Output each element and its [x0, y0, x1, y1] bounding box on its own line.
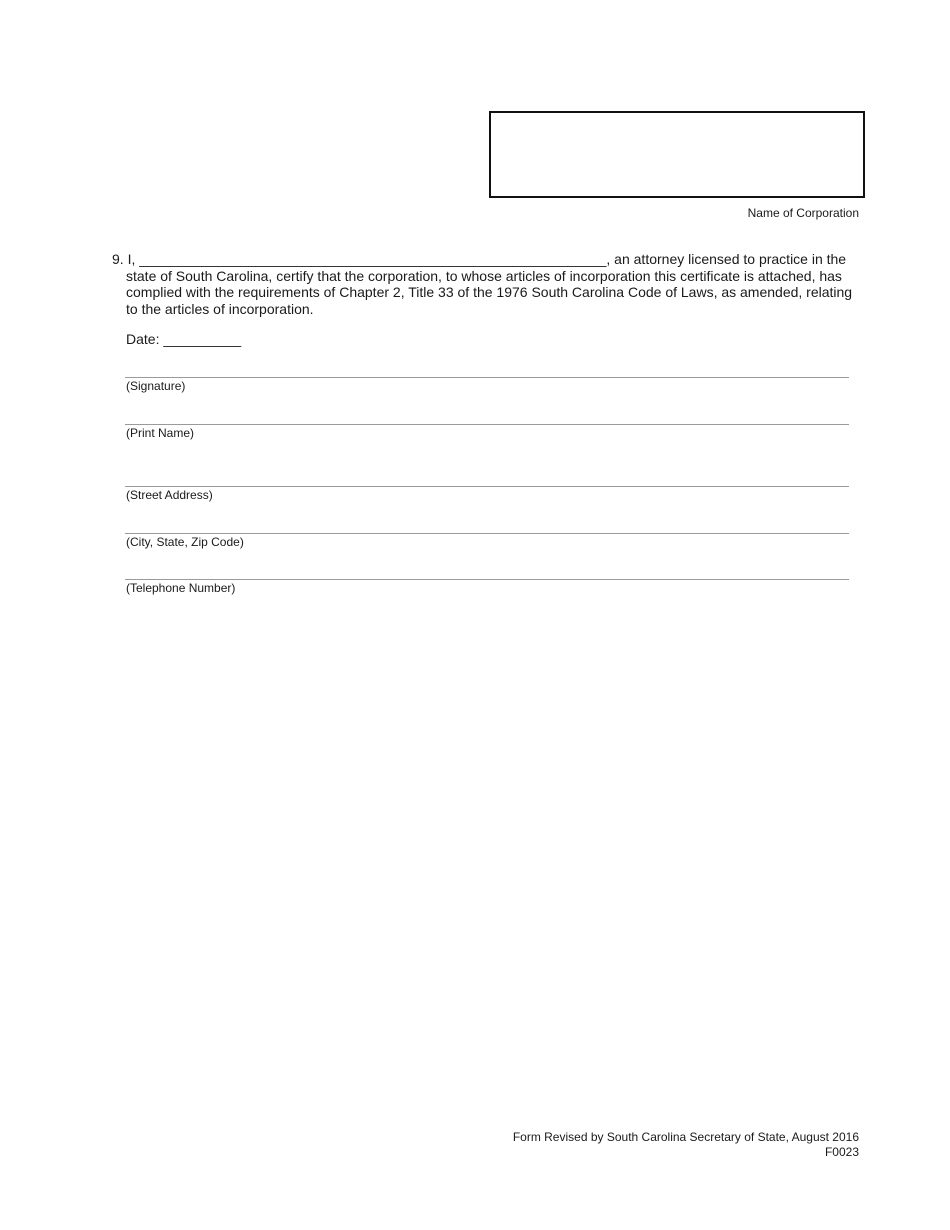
form-revised-note: Form Revised by South Carolina Secretary of State, August 2016	[512, 1130, 859, 1144]
street-address-line[interactable]	[125, 486, 849, 487]
date-field[interactable]: Date: __________	[126, 331, 242, 347]
certification-first-line: 9. I, ____________________________________________________________, an attorney licensed to practice in the	[112, 251, 847, 267]
form-number: F0023	[824, 1145, 859, 1159]
signature-label: (Signature)	[126, 379, 186, 393]
print-name-line[interactable]	[125, 424, 849, 425]
certification-paragraph	[112, 251, 857, 317]
street-address-label: (Street Address)	[126, 488, 213, 502]
telephone-line[interactable]	[125, 579, 849, 580]
corporation-name-box[interactable]	[489, 111, 865, 198]
city-state-zip-line[interactable]	[125, 533, 849, 534]
city-state-zip-label: (City, State, Zip Code)	[126, 535, 244, 549]
print-name-label: (Print Name)	[126, 426, 195, 440]
signature-line[interactable]	[125, 377, 849, 378]
corporation-name-label: Name of Corporation	[747, 206, 859, 220]
telephone-label: (Telephone Number)	[126, 581, 236, 595]
form-footer	[513, 1130, 859, 1160]
certification-body: state of South Carolina, certify that the corporation, to whose articles of incorporation this certificate is attached, has complied with the requirements of Chapter 2, Title 33 of the 1976 South Carolina Code of Laws, as amended, relating to the articles of incorporation.	[126, 267, 853, 317]
